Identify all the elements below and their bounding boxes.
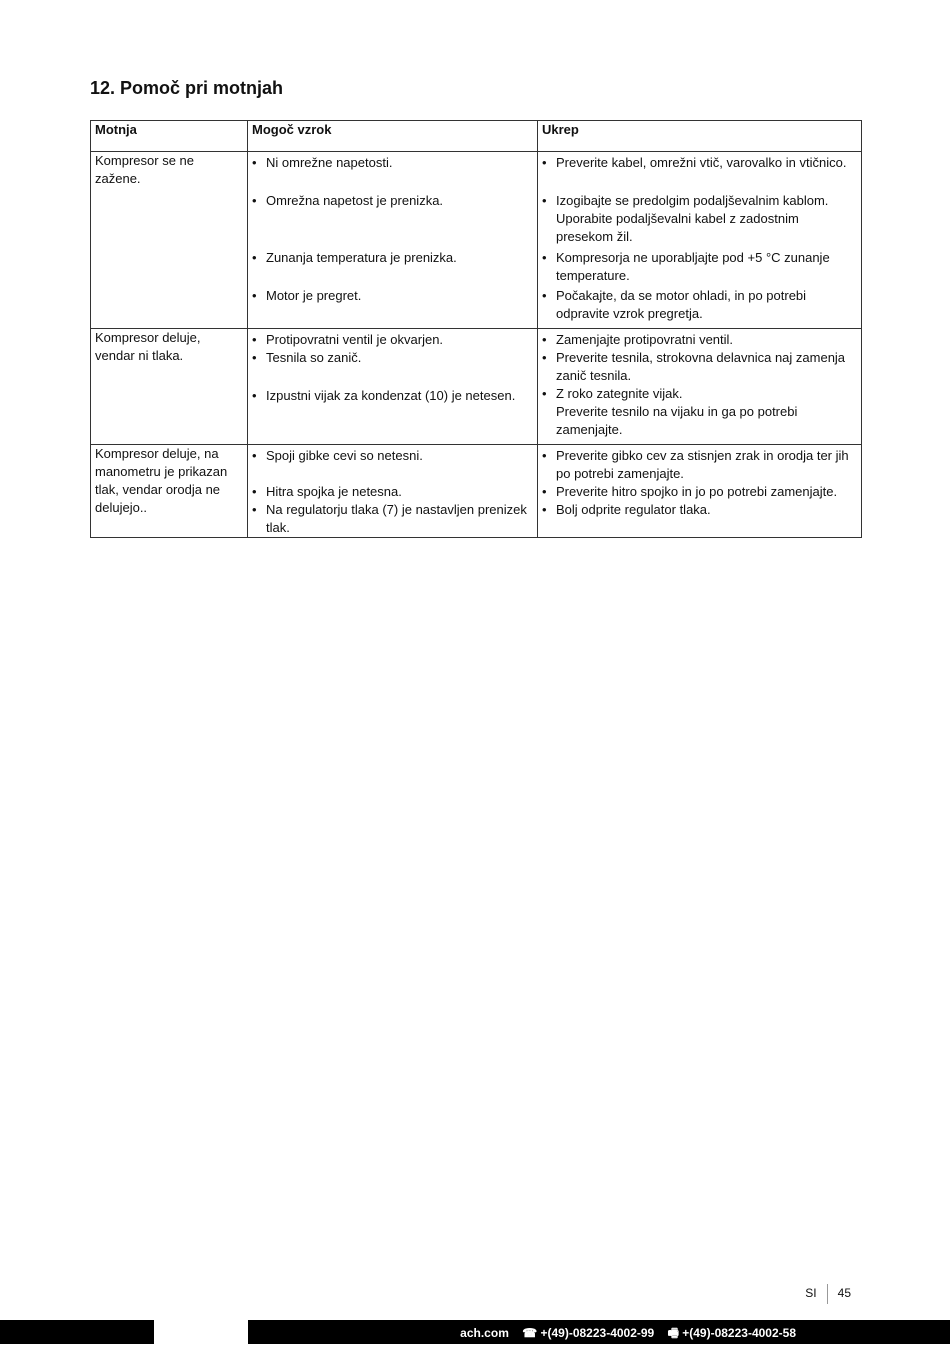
column-header-action: Ukrep: [538, 121, 862, 152]
cause-cell: [248, 152, 538, 329]
troubleshooting-table: [90, 120, 862, 538]
language-code: SI: [805, 1286, 817, 1301]
contact-bar-gap: [154, 1320, 248, 1344]
action-cell: [538, 152, 862, 329]
action-item: • Izogibajte se predolgim podaljševalnim kablom. Uporabite podaljševalni kabel z zadostnim presekom žil.: [542, 192, 857, 249]
action-item: • Bolj odprite regulator tlaka.: [542, 501, 857, 519]
cause-item: • Zunanja temperatura je prenizka.: [252, 249, 533, 287]
cause-item: • Spoji gibke cevi so netesni.: [252, 447, 533, 483]
column-header-cause: Mogoč vzrok: [248, 121, 538, 152]
table-header-row: [91, 121, 862, 152]
table-row: [91, 445, 862, 538]
cause-item: • Motor je pregret.: [252, 287, 533, 305]
action-item: • Kompresorja ne uporabljajte pod +5 °C zunanje temperature.: [542, 249, 857, 287]
page-number: 45: [837, 1286, 851, 1301]
cause-item: • Ni omrežne napetosti.: [252, 154, 533, 192]
table-row: [91, 329, 862, 445]
website-text: ach.com: [460, 1326, 509, 1340]
table-row: [91, 152, 862, 329]
cause-cell: [248, 329, 538, 445]
cause-item: • Omrežna napetost je prenizka.: [252, 192, 533, 249]
cause-item: • Tesnila so zanič.: [252, 349, 533, 387]
action-item: • Preverite tesnila, strokovna delavnica naj zamenja zanič tesnila.: [542, 349, 857, 385]
column-header-fault: Motnja: [91, 121, 248, 152]
cause-item: • Protipovratni ventil je okvarjen.: [252, 331, 533, 349]
footer-divider: [827, 1284, 828, 1304]
action-item: • Preverite hitro spojko in jo po potrebi zamenjajte.: [542, 483, 857, 501]
action-item: • Z roko zategnite vijak.: [542, 385, 857, 403]
action-item: • Zamenjajte protipovratni ventil.: [542, 331, 857, 349]
cause-item: • Na regulatorju tlaka (7) je nastavljen prenizek tlak.: [252, 501, 533, 537]
action-cell: [538, 445, 862, 538]
cause-item: • Hitra spojka je netesna.: [252, 483, 533, 501]
phone-number: ☎ +(49)-08223-4002-99: [522, 1326, 655, 1340]
action-item: Preverite tesnilo na vijaku in ga po potrebi zamenjajte.: [556, 404, 798, 437]
cause-item: • Izpustni vijak za kondenzat (10) je netesen.: [252, 387, 533, 405]
action-cell: [538, 329, 862, 445]
action-item: • Počakajte, da se motor ohladi, in po potrebi odpravite vzrok pregretja.: [542, 287, 857, 323]
fault-cell: Kompresor deluje, vendar ni tlaka.: [91, 329, 248, 445]
fault-cell: Kompresor se ne zažene.: [91, 152, 248, 329]
fax-number: 🖷 +(49)-08223-4002-58: [667, 1326, 796, 1340]
contact-info: [450, 1324, 796, 1345]
page-footer: [805, 1284, 851, 1304]
action-item: • Preverite gibko cev za stisnjen zrak in orodja ter jih po potrebi zamenjajte.: [542, 447, 857, 483]
fault-cell: Kompresor deluje, na manometru je prikazan tlak, vendar orodja ne delujejo..: [91, 445, 248, 538]
section-title: 12. Pomoč pri motnjah: [90, 78, 284, 98]
action-item: • Preverite kabel, omrežni vtič, varovalko in vtičnico.: [542, 154, 857, 192]
cause-cell: [248, 445, 538, 538]
